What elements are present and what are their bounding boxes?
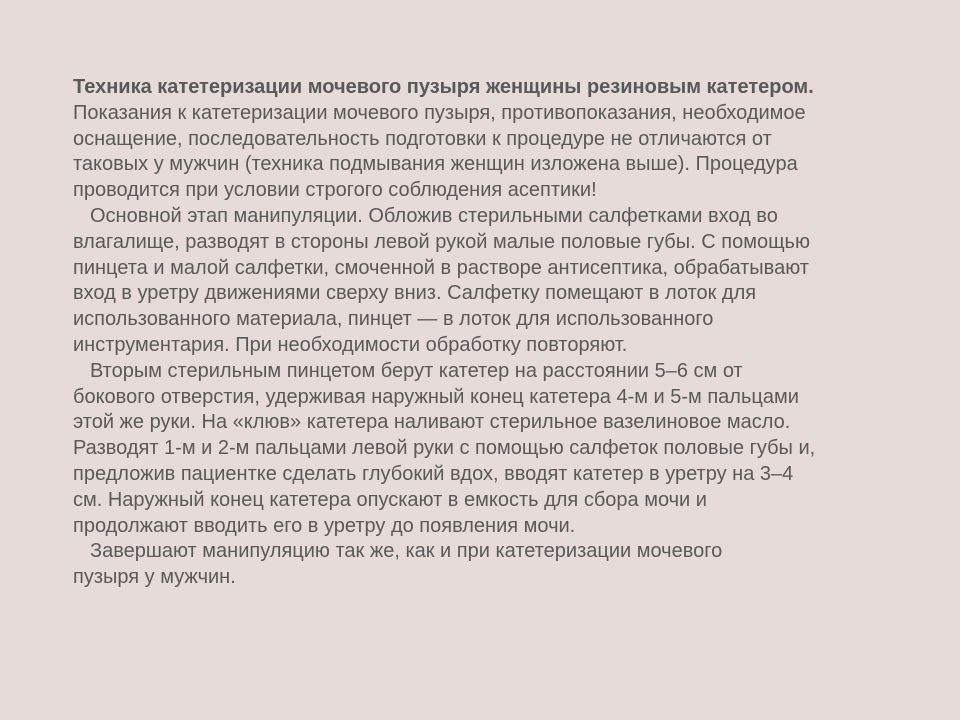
text-line: Завершают манипуляцию так же, как и при катетеризации мочевого — [90, 540, 723, 563]
text-line: оснащение, последовательность подготовки к процедуре не отличаются от — [73, 127, 772, 150]
text-line: пузыря у мужчин. — [73, 566, 236, 589]
text-line: Показания к катетеризации мочевого пузыря, противопоказания, необходимое — [73, 101, 806, 124]
slide-text-body — [73, 75, 913, 591]
text-line: Разводят 1-м и 2-м пальцами левой руки с помощью салфеток половые губы и, — [73, 437, 816, 460]
text-line: Вторым стерильным пинцетом берут катетер на расстоянии 5–6 см от — [90, 359, 743, 382]
text-line: см. Наружный конец катетера опускают в емкость для сбора мочи и — [73, 488, 707, 511]
text-line: вход в уретру движениями сверху вниз. Салфетку помещают в лоток для — [73, 282, 757, 305]
text-line: предложив пациентке сделать глубокий вдох, вводят катетер в уретру на 3–4 — [73, 462, 794, 485]
text-line: пинцета и малой салфетки, смоченной в растворе антисептика, обрабатывают — [73, 256, 809, 279]
text-line: инструментария. При необходимости обработку повторяют. — [73, 333, 628, 356]
text-line: Основной этап манипуляции. Обложив стерильными салфетками вход во — [90, 204, 778, 227]
heading-line: Техника катетеризации мочевого пузыря женщины резиновым катетером. — [73, 76, 814, 98]
text-line: проводится при условии строгого соблюдения асептики! — [73, 179, 597, 202]
text-line: бокового отверстия, удерживая наружный конец катетера 4-м и 5-м пальцами — [73, 385, 799, 408]
text-line: этой же руки. На «клюв» катетера наливают стерильное вазелиновое масло. — [73, 411, 791, 434]
text-line: продолжают вводить его в уретру до появления мочи. — [73, 514, 576, 537]
text-line: таковых у мужчин (техника подмывания женщин изложена выше). Процедура — [73, 153, 798, 176]
text-line: влагалище, разводят в стороны левой рукой малые половые губы. С помощью — [73, 230, 810, 253]
text-line: использованного материала, пинцет — в лоток для использованного — [73, 308, 714, 331]
